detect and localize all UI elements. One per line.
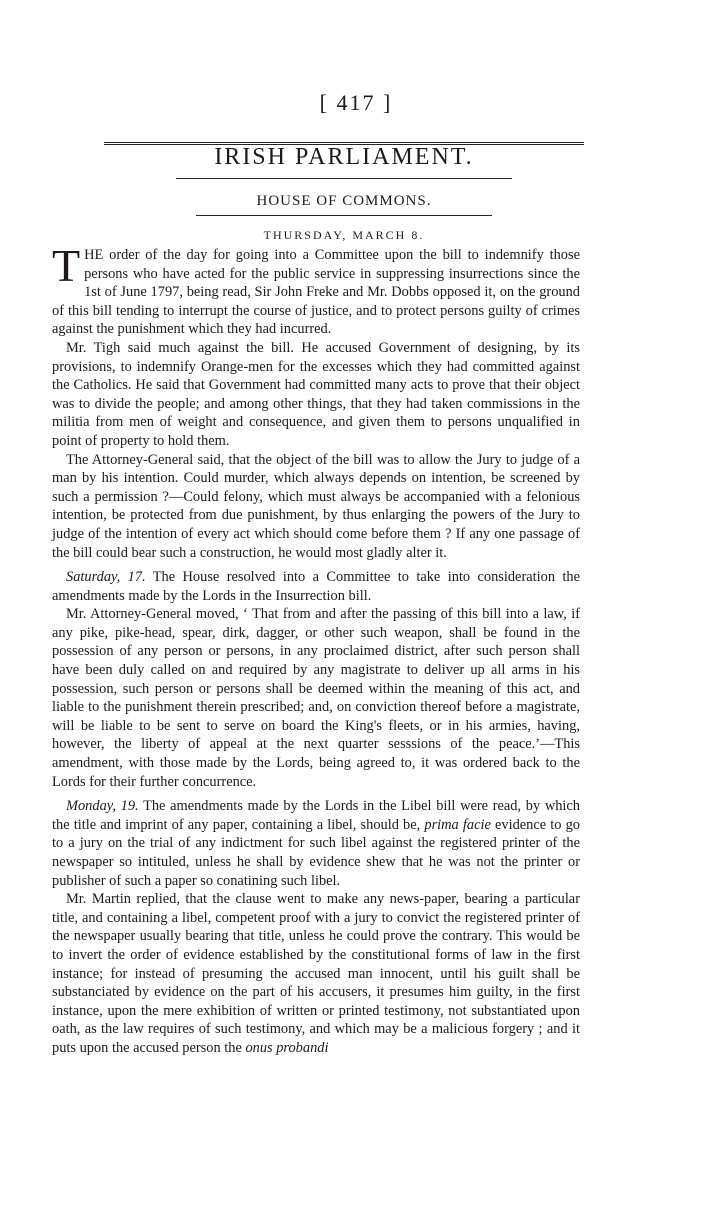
paragraph-5: Mr. Attorney-General moved, ‘ That from and after the passing of this bill into a law, if any pike, pike-head, spear, dirk, dagger, or other such weapon, shall be found in the possession of any person or persons, in any proclaimed district, after such person shall have been duly called on and required by any magistrate to deliver up all arms in his possession, such person or persons shall be deemed within the meaning of this act, and liable to the punishment therein prescribed; and, on conviction thereof before a magistrate, will be liable to be sent to serve on board the King's fleets, or in his armies, having, however, the liberty of appeal at the next quarter sesssions of the peace.’—This amendment, with those made by the Lords, being agreed to, it was ordered back to the Lords for their further concurrence. <box>52 606 580 790</box>
section-subtitle: HOUSE OF COMMONS. <box>256 193 432 209</box>
subtitle-rule <box>196 215 492 216</box>
dateline: THURSDAY, MARCH 8. <box>263 228 425 242</box>
paragraph-2: Mr. Tigh said much against the bill. He accused Government of designing, by its provisions, to indemnify Orange-men for the excesses which they had committed against the Catholics. He said that Government had committed many acts to prove that their object was to divide the people; and among other things, that they had taken commissions in the militia from men of weight and consequence, and given them to persons unqualified in point of property to hold them. <box>52 339 580 449</box>
paragraph-4-date: Saturday, 17. <box>66 569 146 586</box>
page-title: IRISH PARLIAMENT. <box>214 144 474 170</box>
paragraph-7 <box>52 890 580 1057</box>
paragraph-4 <box>52 568 580 605</box>
paragraph-3: The Attorney-General said, that the object of the bill was to allow the Jury to judge of a man by his intention. Could murder, which always depends on intention, be screened by such a permission ?—Could felony, which must always be accompanied with a felonious intention, be protected from due punishment, by thus enlarging the powers of the Jury to judge of the intention of every act which should come before them ? If any one passage of the bill could bear such a construction, he would most gladly alter it. <box>52 451 580 561</box>
paragraph-6-date: Monday, 19. <box>66 798 139 815</box>
article-body <box>52 240 581 1058</box>
paragraph-7-italic: onus probandi <box>245 1039 329 1056</box>
paragraph-7-text: Mr. Martin replied, that the clause went to make any news-paper, bearing a particular title, and containing a libel, competent proof with a jury to convict the registered printer of the newspaper usually bearing that title, unless he could prove the contrary. This would be to invert the order of evidence established by the constitutional forms of law in the first instance; for instead of presuming the accused man innocent, until his guilt shall be substanciated by evidence on the part of his accusers, it presumes him guilty, in the first instance, upon the mere exhibition of written or printed testimony, not substantiated upon oath, as the law requires of such testimony, and which may be a malicious forgery ; and it puts upon the accused person the <box>52 891 580 1056</box>
title-rule <box>176 178 512 179</box>
paragraph-1 <box>52 240 580 339</box>
page-number: [ 417 ] <box>319 90 393 115</box>
paragraph-1-text: HE order of the day for going into a Committee upon the bill to indemnify those persons who have acted for the public service in suppressing insurrections since the 1st of June 1797, being read, Sir John Freke and Mr. Dobbs opposed it, on the ground of this bill tending to interrupt the course of justice, and to protect persons guilty of crimes against the punishment which they had incurred. <box>52 247 580 338</box>
paragraph-6 <box>52 797 580 890</box>
paragraph-6-text-a: The amendments made by the Lords in the Libel bill were read, by which the title and imprint of any paper, containing a libel, should be, <box>52 798 580 833</box>
paragraph-6-text-b: evidence to go to a jury on the trial of any indictment for such libel against the registered printer of the newspaper so intituled, unless he shall by evidence shew that he was not the printer or publisher of such a paper so conatining such libel. <box>52 816 581 889</box>
drop-cap: T <box>52 240 81 291</box>
paragraph-4-text: The House resolved into a Committee to take into consideration the amendments made by the Lords in the Insurrection bill. <box>52 569 580 604</box>
paragraph-6-italic: prima facie <box>424 816 491 833</box>
